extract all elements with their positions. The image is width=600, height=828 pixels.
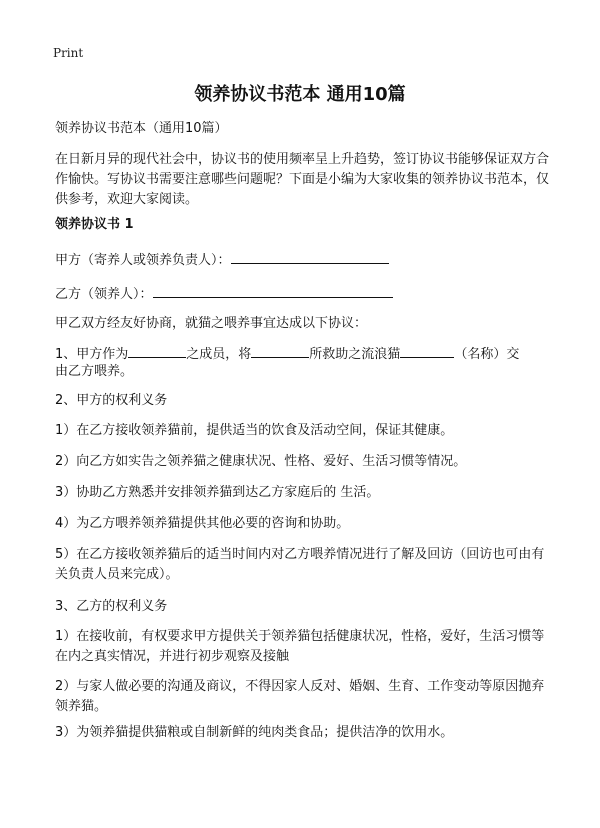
section-3-item: 2）与家人做必要的沟通及商议，不得因家人反对、婚姻、生育、工作变动等原因抛弃领养猫。 bbox=[55, 679, 545, 714]
clause-1-part-4: （名称）交 bbox=[454, 347, 520, 362]
section-2-item: 4）为乙方喂养领养猫提供其他必要的咨询和协助。 bbox=[55, 516, 350, 531]
clause-1-part-1: 1、甲方作为 bbox=[55, 347, 129, 362]
section-3-item: 1）在接收前，有权要求甲方提供关于领养猫包括健康状况，性格，爱好，生活习惯等在内之真实情况，并进行初步观察及接触 bbox=[55, 629, 545, 664]
party-a-label: 甲方（寄养人或领养负责人）： bbox=[55, 253, 231, 268]
section-3-item: 3）为领养猫提供猫粮或自制新鲜的纯肉类食品；提供洁净的饮用水。 bbox=[55, 725, 454, 740]
clause-1-part-3: 所救助之流浪猫 bbox=[309, 347, 401, 362]
agreement-heading: 领养协议书 1 bbox=[55, 217, 134, 232]
clause-1-line-2: 由乙方喂养。 bbox=[55, 364, 134, 379]
section-2-item: 1）在乙方接收领养猫前，提供适当的饮食及活动空间，保证其健康。 bbox=[55, 423, 454, 438]
page-title: 领养协议书范本 通用10篇 bbox=[194, 84, 406, 105]
intro-paragraph: 在日新月异的现代社会中，协议书的使用频率呈上升趋势，签订协议书能够保证双方合作愉快。写协议书需要注意哪些问题呢？下面是小编为大家收集的领养协议书范本，仅供参考，欢迎大家阅读。 bbox=[55, 152, 550, 207]
party-b-blank bbox=[153, 283, 393, 298]
clause-1-blank-organization bbox=[128, 343, 186, 358]
section-2-heading: 2、甲方的权利义务 bbox=[55, 393, 168, 408]
agreement-preamble: 甲乙双方经友好协商，就猫之喂养事宜达成以下协议： bbox=[55, 316, 368, 331]
clause-1-blank-cat-name bbox=[400, 343, 454, 358]
party-a-blank bbox=[231, 249, 389, 264]
section-2-item: 2）向乙方如实告之领养猫之健康状况、性格、爱好、生活习惯等情况。 bbox=[55, 454, 467, 469]
document-subtitle: 领养协议书范本（通用10篇） bbox=[55, 121, 228, 136]
clause-1-part-2: 之成员，将 bbox=[186, 347, 252, 362]
party-b-row bbox=[55, 283, 393, 305]
print-link[interactable]: Print bbox=[53, 46, 84, 60]
party-a-row bbox=[55, 249, 389, 271]
section-2-item: 5）在乙方接收领养猫后的适当时间内对乙方喂养情况进行了解及回访（回访也可由有关负责人员来完成）。 bbox=[55, 547, 545, 582]
party-b-label: 乙方（领养人）： bbox=[55, 287, 153, 302]
section-2-item: 3）协助乙方熟悉并安排领养猫到达乙方家庭后的 生活。 bbox=[55, 485, 380, 500]
section-3-heading: 3、乙方的权利义务 bbox=[55, 599, 168, 614]
clause-1-blank-rescuer bbox=[251, 343, 309, 358]
